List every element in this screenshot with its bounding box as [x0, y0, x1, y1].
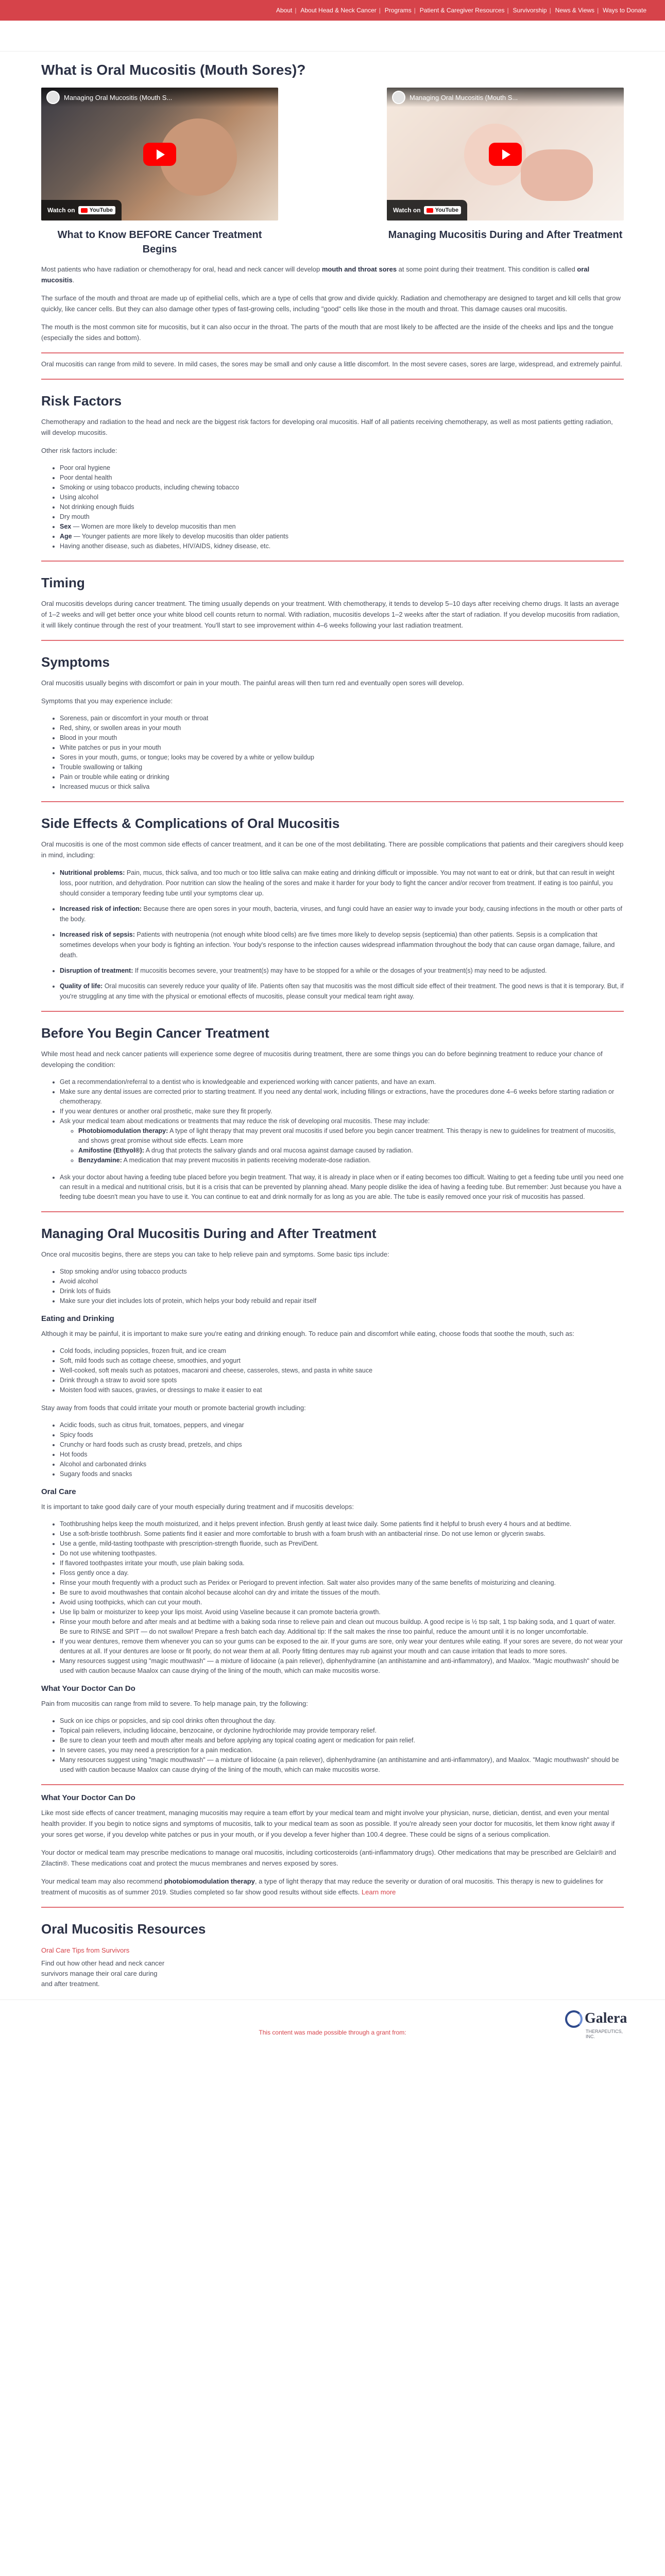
list-item: • Soreness, pain or discomfort in your mouth or throat: [60, 714, 624, 723]
oral-care-list: [41, 1519, 624, 1676]
video-column-before-treatment: [41, 88, 278, 257]
section-heading-resources: Oral Mucositis Resources: [41, 1921, 206, 1937]
video-caption: Managing Mucositis During and After Treatment: [388, 229, 623, 241]
emphasis-text: oral mucositis: [41, 265, 590, 284]
page-title: What is Oral Mucositis (Mouth Sores)?: [41, 62, 306, 78]
list-item: [60, 965, 624, 976]
section-divider: [41, 561, 624, 562]
list-item: • Use a soft-bristle toothbrush. Some patients find it easier and more comfortable to brush with a foam brush with an antibacterial rinse. Do not use lemon or glycerin swabs.: [60, 1529, 624, 1539]
header-spacer: [0, 21, 665, 52]
oral-care-tips-link[interactable]: Oral Care Tips from Survivors: [41, 1946, 130, 1954]
list-item: • Use a gentle, mild-tasting toothpaste with prescription-strength fluoride, such as PreviDent.: [60, 1539, 624, 1549]
list-item: • Floss gently once a day.: [60, 1568, 624, 1578]
nav-news-views[interactable]: | News & Views: [551, 7, 599, 14]
list-item: • Dry mouth: [60, 512, 624, 522]
watch-on-youtube-button[interactable]: [41, 200, 122, 221]
list-item: • Not drinking enough fluids: [60, 502, 624, 512]
paragraph: Stay away from foods that could irritate your mouth or promote bacterial growth including:: [41, 1404, 306, 1412]
youtube-logo-icon: [78, 206, 115, 214]
list-item: [78, 1126, 624, 1146]
list-item: • If you wear dentures or another oral prosthetic, make sure they fit properly.: [60, 1107, 624, 1116]
list-item: • Toothbrushing helps keep the mouth moisturized, and it helps prevent infection. Brush gently at least twice daily. Some patients find it helpful to brush every 4 hours and at bedtime.: [60, 1519, 624, 1529]
list-item: • Spicy foods: [60, 1430, 624, 1440]
grant-credit: This content was made possible through a grant from:: [259, 2029, 406, 2036]
video-caption: What to Know BEFORE Cancer Treatment Begins: [57, 229, 262, 255]
list-item: • Sores in your mouth, gums, or tongue; looks may be covered by a white or yellow buildup: [60, 753, 624, 762]
list-item: • Many resources suggest using "magic mouthwash" — a mixture of lidocaine (a pain reliever), diphenhydramine (an antihistamine and anti-inflammatory), and Maalox. "Magic mouthwash" should be used with caution because Maalox can cause drying of the lining of the mouth, which can make mucositis worse.: [60, 1656, 624, 1676]
list-item: • Moisten food with sauces, gravies, or dressings to make it easier to eat: [60, 1385, 624, 1395]
video-thumbnail-shape: [521, 149, 593, 201]
youtube-label: YouTube: [89, 207, 113, 213]
paragraph: It is important to take good daily care of your mouth especially during treatment and if mucositis develops:: [41, 1503, 354, 1511]
nav-ways-to-donate[interactable]: | Ways to Donate: [599, 7, 651, 14]
text-run: Because there are open sores in your mouth, bacteria, viruses, and fungi could have an easier way to invade your body, causing infections in the mouth or other parts of the body.: [60, 905, 623, 923]
list-item: • Be sure to clean your teeth and mouth after meals and before applying any topical coating agent or medication for pain relief.: [60, 1736, 624, 1745]
text-run: Most patients who have radiation or chemotherapy for oral, head and neck cancer will develop: [41, 265, 322, 273]
list-item: • Use lip balm or moisturizer to keep your lips moist. Avoid using Vaseline because it can promote bacteria growth.: [60, 1607, 624, 1617]
section-divider: [41, 1907, 624, 1908]
resource-block: [41, 1946, 624, 1989]
text-run: Your medical team may also recommend: [41, 1877, 164, 1885]
nav-about-head-neck-cancer[interactable]: | About Head & Neck Cancer: [296, 7, 380, 14]
emphasis-text: Increased risk of infection:: [60, 905, 142, 912]
list-item: [60, 532, 624, 541]
text-run: If mucositis becomes severe, your treatment(s) may have to be stopped for a while or the dosages of your treatment(s) may need to be adjusted.: [133, 967, 547, 974]
list-item: • Rinse your mouth frequently with a product such as Peridex or Periogard to prevent infection. Salt water also provides many of the same benefits of moisturizing and cleaning.: [60, 1578, 624, 1588]
section-divider: [41, 352, 624, 353]
list-item: • Smoking or using tobacco products, including chewing tobacco: [60, 483, 624, 493]
list-item: • Ask your doctor about having a feeding tube placed before you begin treatment. That way, it is already in place when or if eating becomes too difficult. Waiting to get a feeding tube until you need one can result in a medical and nutritional crisis, but it is a crisis that can be prevented by planning ahead. Many people dislike the idea of having a feeding tube. But remember: Just because you have a feeding tube doesn't mean you have to use it. You can continue to eat and drink normally for as long as you are able. The tube is easily removed once your risk of mucositis has passed.: [60, 1173, 624, 1202]
list-item: • Red, shiny, or swollen areas in your mouth: [60, 723, 624, 733]
subheading-oral-care: Oral Care: [41, 1487, 76, 1496]
channel-avatar-icon: [46, 91, 60, 104]
paragraph: Once oral mucositis begins, there are steps you can take to help relieve pain and symptoms. Some basic tips include:: [41, 1250, 389, 1258]
soothing-foods-list: [41, 1346, 624, 1395]
intro-paragraph: The mouth is the most common site for mucositis, but it can also occur in the throat. The parts of the mouth that are most likely to be affected are the inside of the cheeks and lips and the tongue (especially the sides and bottom).: [41, 323, 613, 342]
list-item: [60, 981, 624, 1002]
list-item: • If you wear dentures, remove them whenever you can so your gums can be exposed to the air. If your gums are sore, only wear your dentures while eating. If your sores are severe, do not wear your dentures at all. If your dentures are loose or fit poorly, do not wear them at all. Poorly fitting dentures may rub against your mouth and can cause irritation that leads to more sores.: [60, 1637, 624, 1656]
list-item: • Alcohol and carbonated drinks: [60, 1460, 624, 1469]
paragraph: Like most side effects of cancer treatment, managing mucositis may require a team effort by your medical team and might involve your physician, nurse, dietician, dentist, and even your mental health provider. If you begin to notice signs and symptoms of mucositis, talk to your medical team as soon as possible. If you're already seen your doctor for mucositis, let them know right away if your sores get worse, if you develop white patches or pus in your mouth, or if you develop a fever higher than 100.4 degree. These could be signs of a serious complication.: [41, 1809, 615, 1838]
emphasis-text: Amifostine (Ethyol®):: [78, 1147, 144, 1154]
emphasis-text: Disruption of treatment:: [60, 967, 133, 974]
logo-name: Galera: [585, 2010, 627, 2026]
list-item: [60, 904, 624, 924]
list-item: [60, 929, 624, 960]
list-item: • Avoid alcohol: [60, 1277, 624, 1286]
list-item: • If flavored toothpastes irritate your mouth, use plain baking soda.: [60, 1558, 624, 1568]
paragraph: Your doctor or medical team may prescribe medications to manage oral mucositis, including corticosteroids (anti-inflammatory drugs). Other medications that may be prescribed are Gelclair® and Zilactin®. These medications coat and protect the mucus membranes and nerves exposed by sores.: [41, 1849, 617, 1867]
logo-subtitle: THERAPEUTICS, INC.: [586, 2029, 623, 2039]
list-item: • Many resources suggest using "magic mouthwash" — a mixture of lidocaine (a pain reliever), diphenhydramine (an antihistamine and anti-inflammatory), and Maalox. "Magic mouthwash" should be used with caution because Maalox can cause drying of the lining of the mouth, which can make mucositis worse.: [60, 1755, 624, 1775]
nav-programs[interactable]: | Programs: [381, 7, 416, 14]
symptom-list: [41, 714, 624, 792]
emphasis-text: mouth and throat sores: [321, 265, 397, 273]
list-item: • Drink through a straw to avoid sore spots: [60, 1376, 624, 1385]
galera-logo[interactable]: [562, 2005, 627, 2046]
top-navigation-bar: [0, 0, 665, 21]
learn-more-link[interactable]: Learn more: [361, 1888, 396, 1896]
text-run: at some point during their treatment. This condition is called: [397, 265, 577, 273]
text-run: — Women are more likely to develop mucositis than men: [71, 523, 236, 530]
subheading-eating-drinking: Eating and Drinking: [41, 1314, 114, 1323]
nav-survivorship[interactable]: | Survivorship: [509, 7, 551, 14]
complication-list: [41, 868, 624, 1002]
text-run: A drug that protects the salivary glands and oral mucosa against damage caused by radiation.: [144, 1147, 413, 1154]
paragraph: Chemotherapy and radiation to the head and neck are the biggest risk factors for developing oral mucositis. Half of all patients receiving chemotherapy, as well as most patients getting radiation, will develop mucositis.: [41, 418, 613, 436]
text-run: , a type of light therapy that may reduce the severity or duration of oral mucositis. This therapy is new to guidelines for treatment of mucositis as of summer 2019. Studies completed so far show good results without side effects.: [41, 1877, 604, 1896]
emphasis-text: Nutritional problems:: [60, 869, 125, 876]
text-run: A medication that may prevent mucositis in patients receiving moderate-dose radiation.: [122, 1157, 371, 1164]
list-item: [60, 1116, 624, 1165]
section-divider: [41, 1784, 624, 1785]
galera-logo-icon: [565, 2010, 583, 2028]
resource-description-line: and after treatment.: [41, 1980, 100, 1988]
emphasis-text: Photobiomodulation therapy:: [78, 1127, 168, 1134]
list-item: • Poor dental health: [60, 473, 624, 483]
watch-on-label: Watch on: [393, 207, 421, 214]
play-button-icon[interactable]: [489, 143, 522, 166]
list-item: • Suck on ice chips or popsicles, and sip cool drinks often throughout the day.: [60, 1716, 624, 1726]
video-title-bar: [41, 88, 278, 107]
paragraph: [41, 1876, 624, 1897]
watch-on-label: Watch on: [47, 207, 75, 214]
resource-description-line: Find out how other head and neck cancer: [41, 1959, 165, 1967]
paragraph: While most head and neck cancer patients will experience some degree of mucositis during treatment, there are some things you can do before beginning treatment to reduce your chance of developing the condition:: [41, 1050, 603, 1069]
list-item: • Well-cooked, soft meals such as potatoes, macaroni and cheese, casseroles, stews, and pasta in white sauce: [60, 1366, 624, 1376]
section-divider: [41, 379, 624, 380]
video-title-bar: [387, 88, 624, 107]
list-item: • Make sure your diet includes lots of protein, which helps your body rebuild and repair itself: [60, 1296, 624, 1306]
list-item: • Do not use whitening toothpastes.: [60, 1549, 624, 1558]
subheading-pain-management: What Your Doctor Can Do: [41, 1684, 135, 1693]
list-item: • Stop smoking and/or using tobacco products: [60, 1267, 624, 1277]
list-item: [60, 868, 624, 899]
intro-paragraph: [41, 264, 624, 285]
list-item: • Drink lots of fluids: [60, 1286, 624, 1296]
section-heading-risk-factors: Risk Factors: [41, 393, 122, 409]
text-run: A type of light therapy that may prevent oral mucositis if used before you begin cancer treatment. This therapy is new to guidelines for treatment of mucositis, and shows great promise without side effects. Learn more: [78, 1127, 616, 1144]
watch-on-youtube-button[interactable]: [387, 200, 467, 221]
list-item: • In severe cases, you may need a prescription for a pain medication.: [60, 1745, 624, 1755]
intro-paragraph: Oral mucositis can range from mild to severe. In mild cases, the sores may be small and only cause a little discomfort. In the most severe cases, sores are large, widespread, and extremely painful.: [41, 360, 622, 368]
section-divider: [41, 1011, 624, 1012]
video-title[interactable]: Managing Oral Mucositis (Mouth S...: [64, 93, 173, 101]
resource-description-line: survivors manage their oral care during: [41, 1970, 158, 1977]
emphasis-text: Age: [60, 533, 72, 540]
section-heading-before-treatment: Before You Begin Cancer Treatment: [41, 1025, 269, 1041]
list-item: • Sugary foods and snacks: [60, 1469, 624, 1479]
list-item: • Blood in your mouth: [60, 733, 624, 743]
list-item: • Rinse your mouth before and after meals and at bedtime with a baking soda rinse to relieve pain and clean out mucous buildup. A good recipe is ½ tsp salt, 1 tsp baking soda, and 1 quart of water. Be sure to RINSE and SPIT — do not swallow! Prepare a fresh batch each day. Additional tip: If the salt makes the rinse too painful, reduce the amount until it is no longer uncomfortable.: [60, 1617, 624, 1637]
list-item: • Get a recommendation/referral to a dentist who is knowledgeable and experienced working with cancer patients, and have an exam.: [60, 1077, 624, 1087]
nav-about[interactable]: About: [276, 7, 293, 14]
text-run: Oral mucositis can severely reduce your quality of life. Patients often say that mucositis was the most difficult side effect of their treatment. The good news is that it is temporary. But, if you're struggling at any time with the physical or emotional effects of mucositis, please consult your medical team right away.: [60, 982, 624, 1000]
list-item: • Pain or trouble while eating or drinking: [60, 772, 624, 782]
youtube-label: YouTube: [435, 207, 458, 213]
section-heading-timing: Timing: [41, 575, 85, 590]
main-content: [41, 52, 624, 1989]
intro-paragraph: The surface of the mouth and throat are made up of epithelial cells, which are a type of cells that grow and divide quickly. Radiation and chemotherapy are designed to target and kill cells that grow quickly, like cancer cells. But they can also damage other types of fast-growing cells, including "good" cells like those in the mouth and throat. This damage causes oral mucositis.: [41, 294, 621, 313]
section-divider: [41, 1211, 624, 1212]
list-item: • Make sure any dental issues are corrected prior to starting treatment. If you need any dental work, including fillings or extractions, have the procedures done 4–6 weeks before starting radiation or chemotherapy.: [60, 1087, 624, 1107]
paragraph: Oral mucositis usually begins with discomfort or pain in your mouth. The painful areas will then turn red and eventually open sores will develop.: [41, 679, 464, 687]
list-item: • Be sure to avoid mouthwashes that contain alcohol because alcohol can dry and irritate the tissues of the mouth.: [60, 1588, 624, 1598]
footer: [0, 1999, 665, 2144]
section-heading-managing: Managing Oral Mucositis During and After Treatment: [41, 1226, 377, 1241]
section-divider: [41, 640, 624, 641]
list-item: [78, 1156, 624, 1165]
emphasis-text: Quality of life:: [60, 982, 103, 990]
section-heading-symptoms: Symptoms: [41, 654, 110, 670]
text-run: Ask your medical team about medications or treatments that may reduce the risk of developing oral mucositis. These may include:: [60, 1117, 430, 1125]
video-row: [41, 88, 624, 257]
basic-tips-list: [41, 1267, 624, 1306]
pain-relief-list: [41, 1716, 624, 1775]
section-heading-side-effects: Side Effects & Complications of Oral Mucositis: [41, 816, 340, 831]
emphasis-text: Benzydamine:: [78, 1157, 122, 1164]
avoid-foods-list: [41, 1420, 624, 1479]
emphasis-text: Sex: [60, 523, 72, 530]
paragraph: Although it may be painful, it is important to make sure you're eating and drinking enough. To reduce pain and discomfort while eating, choose foods that soothe the mouth, such as:: [41, 1330, 574, 1337]
paragraph: Other risk factors include:: [41, 447, 117, 454]
video-title[interactable]: Managing Oral Mucositis (Mouth S...: [410, 93, 518, 101]
list-item: [60, 522, 624, 532]
list-item: • Cold foods, including popsicles, frozen fruit, and ice cream: [60, 1346, 624, 1356]
paragraph: Symptoms that you may experience include:: [41, 697, 173, 705]
paragraph: Pain from mucositis can range from mild to severe. To help manage pain, try the following:: [41, 1700, 308, 1707]
list-item: [78, 1146, 624, 1156]
list-item: • Soft, mild foods such as cottage cheese, smoothies, and yogurt: [60, 1356, 624, 1366]
sub-list: [60, 1126, 624, 1165]
text-run: Patients with neutropenia (not enough white blood cells) are five times more likely to develop sepsis (septicemia) than other patients. Sepsis is a complication that sometimes develops when your body is fighting an infection. Your body's response to the infection causes widespread inflammation throughout the body that can cause organ damage, failure, and death.: [60, 931, 615, 959]
video-player-during-after[interactable]: [387, 88, 624, 221]
channel-avatar-icon: [392, 91, 405, 104]
list-item: • Poor oral hygiene: [60, 463, 624, 473]
emphasis-text: photobiomodulation therapy: [164, 1877, 255, 1885]
youtube-logo-icon: [424, 206, 461, 214]
risk-factor-list: [41, 463, 624, 551]
subheading-doctor: What Your Doctor Can Do: [41, 1793, 135, 1802]
list-item: • Acidic foods, such as citrus fruit, tomatoes, peppers, and vinegar: [60, 1420, 624, 1430]
text-run: Pain, mucus, thick saliva, and too much or too little saliva can make eating and drinking difficult or impossible. You may not want to eat or drink, but that can result in weight loss, poor nutrition, and dehydration. Poor nutrition can slow the healing of the sores and make it harder for your body to fight the cancer and/or recover from treatment. If eating is too painful, you should consider a temporary feeding tube until your symptoms clear up.: [60, 869, 615, 897]
play-button-icon[interactable]: [143, 143, 176, 166]
list-item: • Hot foods: [60, 1450, 624, 1460]
list-item: • White patches or pus in your mouth: [60, 743, 624, 753]
list-item: • Topical pain relievers, including lidocaine, benzocaine, or dyclonine hydrochloride may provide temporary relief.: [60, 1726, 624, 1736]
list-item: • Using alcohol: [60, 493, 624, 502]
paragraph: Oral mucositis is one of the most common side effects of cancer treatment, and it can be one of the most debilitating. There are possible complications that patients and their caregivers should keep in mind, including:: [41, 840, 624, 859]
text-run: — Younger patients are more likely to develop mucositis than older patients: [72, 533, 289, 540]
text-run: .: [72, 276, 75, 284]
list-item: • Avoid using toothpicks, which can cut your mouth.: [60, 1598, 624, 1607]
emphasis-text: Increased risk of sepsis:: [60, 931, 135, 938]
video-column-during-after: [387, 88, 624, 257]
list-item: • Having another disease, such as diabetes, HIV/AIDS, kidney disease, etc.: [60, 541, 624, 551]
video-player-before-treatment[interactable]: [41, 88, 278, 221]
list-item: • Crunchy or hard foods such as crusty bread, pretzels, and chips: [60, 1440, 624, 1450]
paragraph: Oral mucositis develops during cancer treatment. The timing usually depends on your treatment. With chemotherapy, it tends to develop 5–10 days after receiving chemo drugs. It lasts an average of 1–2 weeks and will get better once your white blood cell counts return to normal. With radiation, mucositis develops 1–2 weeks after the start of radiation. If you develop mucositis from radiation, it will likely continue through the rest of your treatment. You'll start to see improvement within 4–6 weeks following your last radiation treatment.: [41, 600, 620, 629]
section-divider: [41, 801, 624, 802]
list-item: • Trouble swallowing or talking: [60, 762, 624, 772]
nav-patient-caregiver-resources[interactable]: | Patient & Caregiver Resources: [416, 7, 509, 14]
before-treatment-list: [41, 1077, 624, 1202]
list-item: • Increased mucus or thick saliva: [60, 782, 624, 792]
